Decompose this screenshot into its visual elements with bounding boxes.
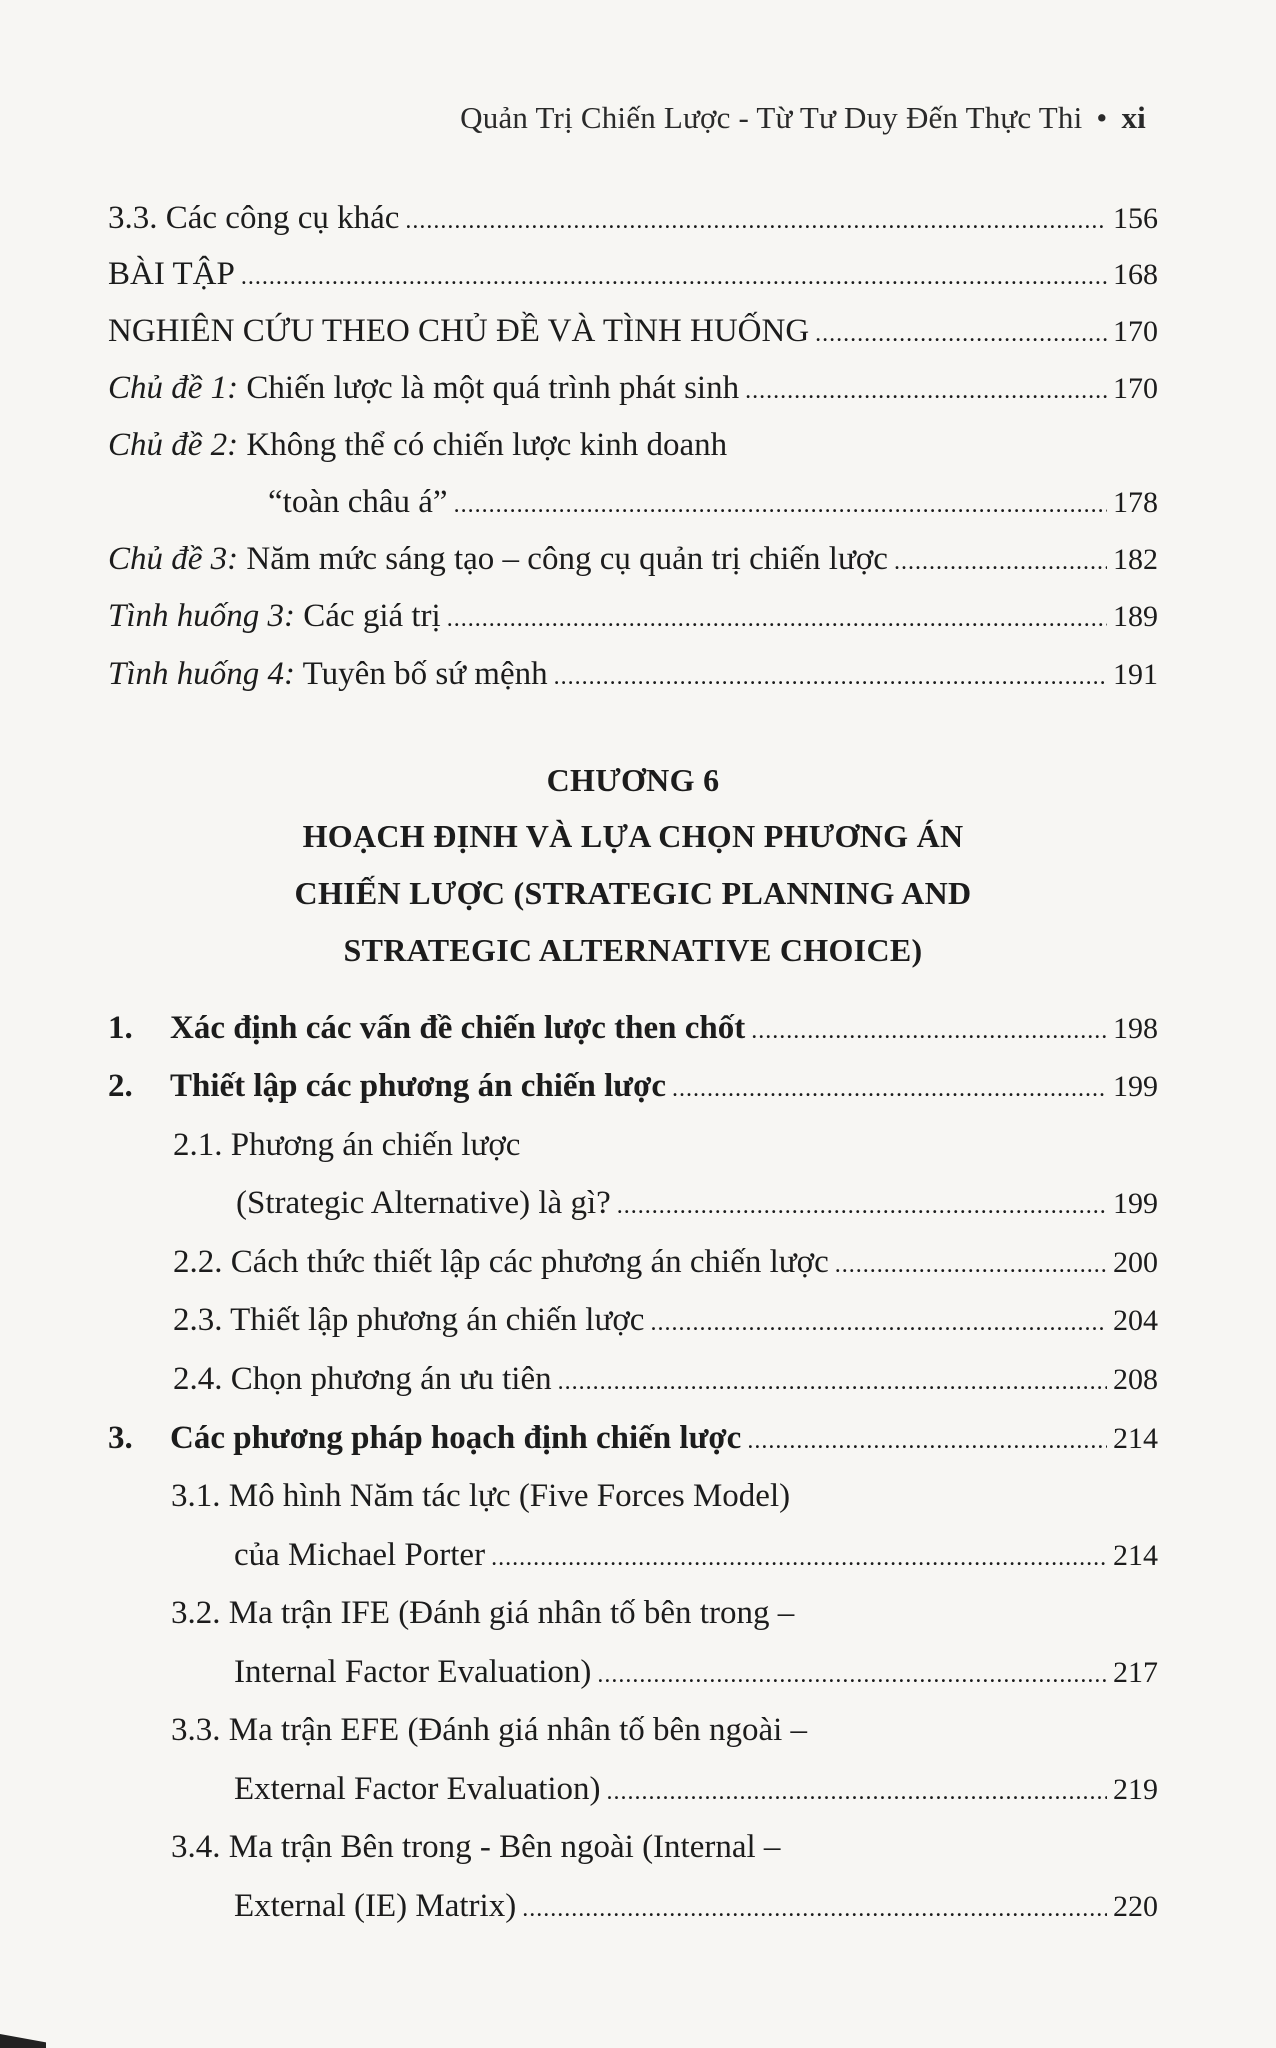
leader-dots: [522, 1896, 1107, 1923]
toc-entry-text: Tuyên bố sứ mệnh: [295, 656, 548, 692]
toc-entry-text: NGHIÊN CỨU THEO CHỦ ĐỀ VÀ TÌNH HUỐNG: [108, 313, 810, 349]
toc-entry-subsection[interactable]: [171, 1829, 1158, 1873]
chapter-number: CHƯƠNG 6: [546, 762, 720, 798]
toc-entry-text: 3.2. Ma trận IFE (Đánh giá nhân tố bên trong –: [171, 1595, 795, 1631]
toc-entry-subsection[interactable]: [173, 1361, 1158, 1405]
toc-entry-page: 156: [1113, 202, 1158, 235]
toc-entry-page: 170: [1113, 315, 1158, 348]
toc-entry-page: 198: [1113, 1012, 1158, 1045]
header-page-number: xi: [1121, 100, 1146, 135]
leader-dots: [241, 264, 1107, 291]
leader-dots: [894, 549, 1107, 576]
toc-entry[interactable]: [108, 541, 1158, 585]
toc-entry-page: 170: [1113, 372, 1158, 405]
toc-entry-page: 200: [1113, 1246, 1158, 1279]
case-label: Tình huống 4:: [108, 656, 296, 692]
toc-entry-text: BÀI TẬP: [108, 256, 235, 292]
leader-dots: [454, 492, 1107, 519]
toc-entry-page: 168: [1113, 258, 1158, 291]
case-label: Tình huống 3:: [108, 598, 296, 634]
leader-dots: [607, 1779, 1107, 1806]
toc-entry-text: 2.2. Cách thức thiết lập các phương án chiến lược: [173, 1244, 829, 1280]
toc-entry-text: Không thể có chiến lược kinh doanh: [238, 427, 728, 463]
toc-entry-text: Các giá trị: [295, 598, 441, 634]
toc-entry-text: Thiết lập các phương án chiến lược: [170, 1068, 667, 1104]
toc-entry-page: 178: [1113, 486, 1158, 519]
leader-dots: [745, 378, 1107, 405]
toc-entry-text: 2.4. Chọn phương án ưu tiên: [173, 1361, 552, 1397]
leader-dots: [835, 1252, 1107, 1279]
toc-entry-text: 3.3. Các công cụ khác: [108, 200, 400, 236]
toc-entry-text: 2.1. Phương án chiến lược: [173, 1127, 521, 1163]
page-corner-mark: [0, 2034, 46, 2048]
topic-label: Chủ đề 3:: [108, 541, 239, 577]
chapter-title-line: CHIẾN LƯỢC (STRATEGIC PLANNING AND: [294, 875, 972, 911]
leader-dots: [747, 1428, 1107, 1455]
topic-label: Chủ đề 2:: [108, 427, 239, 463]
leader-dots: [751, 1018, 1107, 1045]
toc-entry-section[interactable]: [108, 1068, 1158, 1112]
header-separator: •: [1096, 100, 1108, 135]
toc-entry-text: 2.3. Thiết lập phương án chiến lược: [173, 1302, 645, 1338]
toc-entry-text: 3.4. Ma trận Bên trong - Bên ngoài (Internal –: [171, 1829, 781, 1865]
toc-entry-page: 214: [1113, 1422, 1158, 1455]
chapter-title-line: STRATEGIC ALTERNATIVE CHOICE): [343, 932, 923, 968]
toc-entry-text: Năm mức sáng tạo – công cụ quản trị chiến lược: [238, 541, 888, 577]
leader-dots: [650, 1310, 1107, 1337]
book-title: Quản Trị Chiến Lược - Từ Tư Duy Đến Thực Thi: [460, 100, 1083, 135]
toc-entry-text: 3.1. Mô hình Năm tác lực (Five Forces Model): [171, 1478, 791, 1514]
toc-entry-continuation[interactable]: [234, 1771, 1158, 1815]
topic-label: Chủ đề 1:: [108, 370, 239, 406]
leader-dots: [558, 1369, 1107, 1396]
section-number: 1.: [108, 1010, 133, 1046]
toc-entry-continuation[interactable]: [234, 1537, 1158, 1581]
toc-entry[interactable]: [108, 427, 1158, 471]
toc-entry-subsection[interactable]: [173, 1244, 1158, 1288]
toc-entry-text: Internal Factor Evaluation): [234, 1654, 592, 1690]
toc-entry[interactable]: [108, 313, 1158, 357]
toc-entry-subsection[interactable]: [171, 1478, 1158, 1522]
section-number: 3.: [108, 1420, 133, 1456]
leader-dots: [617, 1193, 1107, 1220]
toc-entry-text: Chiến lược là một quá trình phát sinh: [238, 370, 740, 406]
toc-entry-page: 217: [1113, 1656, 1158, 1689]
toc-entry-subsection[interactable]: [173, 1302, 1158, 1346]
toc-entry-text: “toàn châu á”: [268, 484, 448, 520]
toc-entry-text: 3.3. Ma trận EFE (Đánh giá nhân tố bên ngoài –: [171, 1712, 808, 1748]
toc-entry-text: Các phương pháp hoạch định chiến lược: [170, 1420, 742, 1456]
toc-entry-page: 182: [1113, 543, 1158, 576]
toc-entry-continuation[interactable]: [236, 1185, 1158, 1229]
toc-entry[interactable]: [108, 256, 1158, 300]
chapter-title-line: HOẠCH ĐỊNH VÀ LỰA CHỌN PHƯƠNG ÁN: [302, 818, 964, 854]
toc-entry-continuation[interactable]: [234, 1654, 1158, 1698]
leader-dots: [491, 1545, 1107, 1572]
toc-entry-subsection[interactable]: [173, 1127, 1158, 1171]
toc-entry-page: 199: [1113, 1070, 1158, 1103]
leader-dots: [815, 321, 1107, 348]
toc-entry[interactable]: [108, 598, 1158, 642]
toc-entry-text: External Factor Evaluation): [234, 1771, 601, 1807]
leader-dots: [597, 1662, 1107, 1689]
toc-entry[interactable]: [108, 656, 1158, 700]
toc-entry-section[interactable]: [108, 1010, 1158, 1054]
toc-entry-subsection[interactable]: [171, 1595, 1158, 1639]
toc-entry-text: External (IE) Matrix): [234, 1888, 517, 1924]
toc-entry-page: 204: [1113, 1304, 1158, 1337]
leader-dots: [447, 606, 1107, 633]
toc-entry[interactable]: [108, 370, 1158, 414]
toc-entry-text: (Strategic Alternative) là gì?: [236, 1185, 611, 1221]
toc-entry-page: 219: [1113, 1773, 1158, 1806]
running-header: [460, 100, 1146, 136]
toc-entry-section[interactable]: [108, 1420, 1158, 1464]
toc-entry-page: 189: [1113, 600, 1158, 633]
toc-entry-page: 220: [1113, 1890, 1158, 1923]
section-number: 2.: [108, 1068, 133, 1104]
toc-entry-continuation[interactable]: [268, 484, 1158, 528]
toc-entry-text: Xác định các vấn đề chiến lược then chốt: [170, 1010, 746, 1046]
leader-dots: [405, 208, 1107, 235]
leader-dots: [672, 1076, 1107, 1103]
toc-entry-page: 214: [1113, 1539, 1158, 1572]
toc-entry-subsection[interactable]: [171, 1712, 1158, 1756]
toc-entry-page: 208: [1113, 1363, 1158, 1396]
leader-dots: [554, 664, 1107, 691]
toc-entry-continuation[interactable]: [234, 1888, 1158, 1932]
toc-entry-text: của Michael Porter: [234, 1537, 486, 1573]
toc-entry-page: 191: [1113, 658, 1158, 691]
toc-entry-page: 199: [1113, 1187, 1158, 1220]
toc-entry[interactable]: [108, 200, 1158, 244]
